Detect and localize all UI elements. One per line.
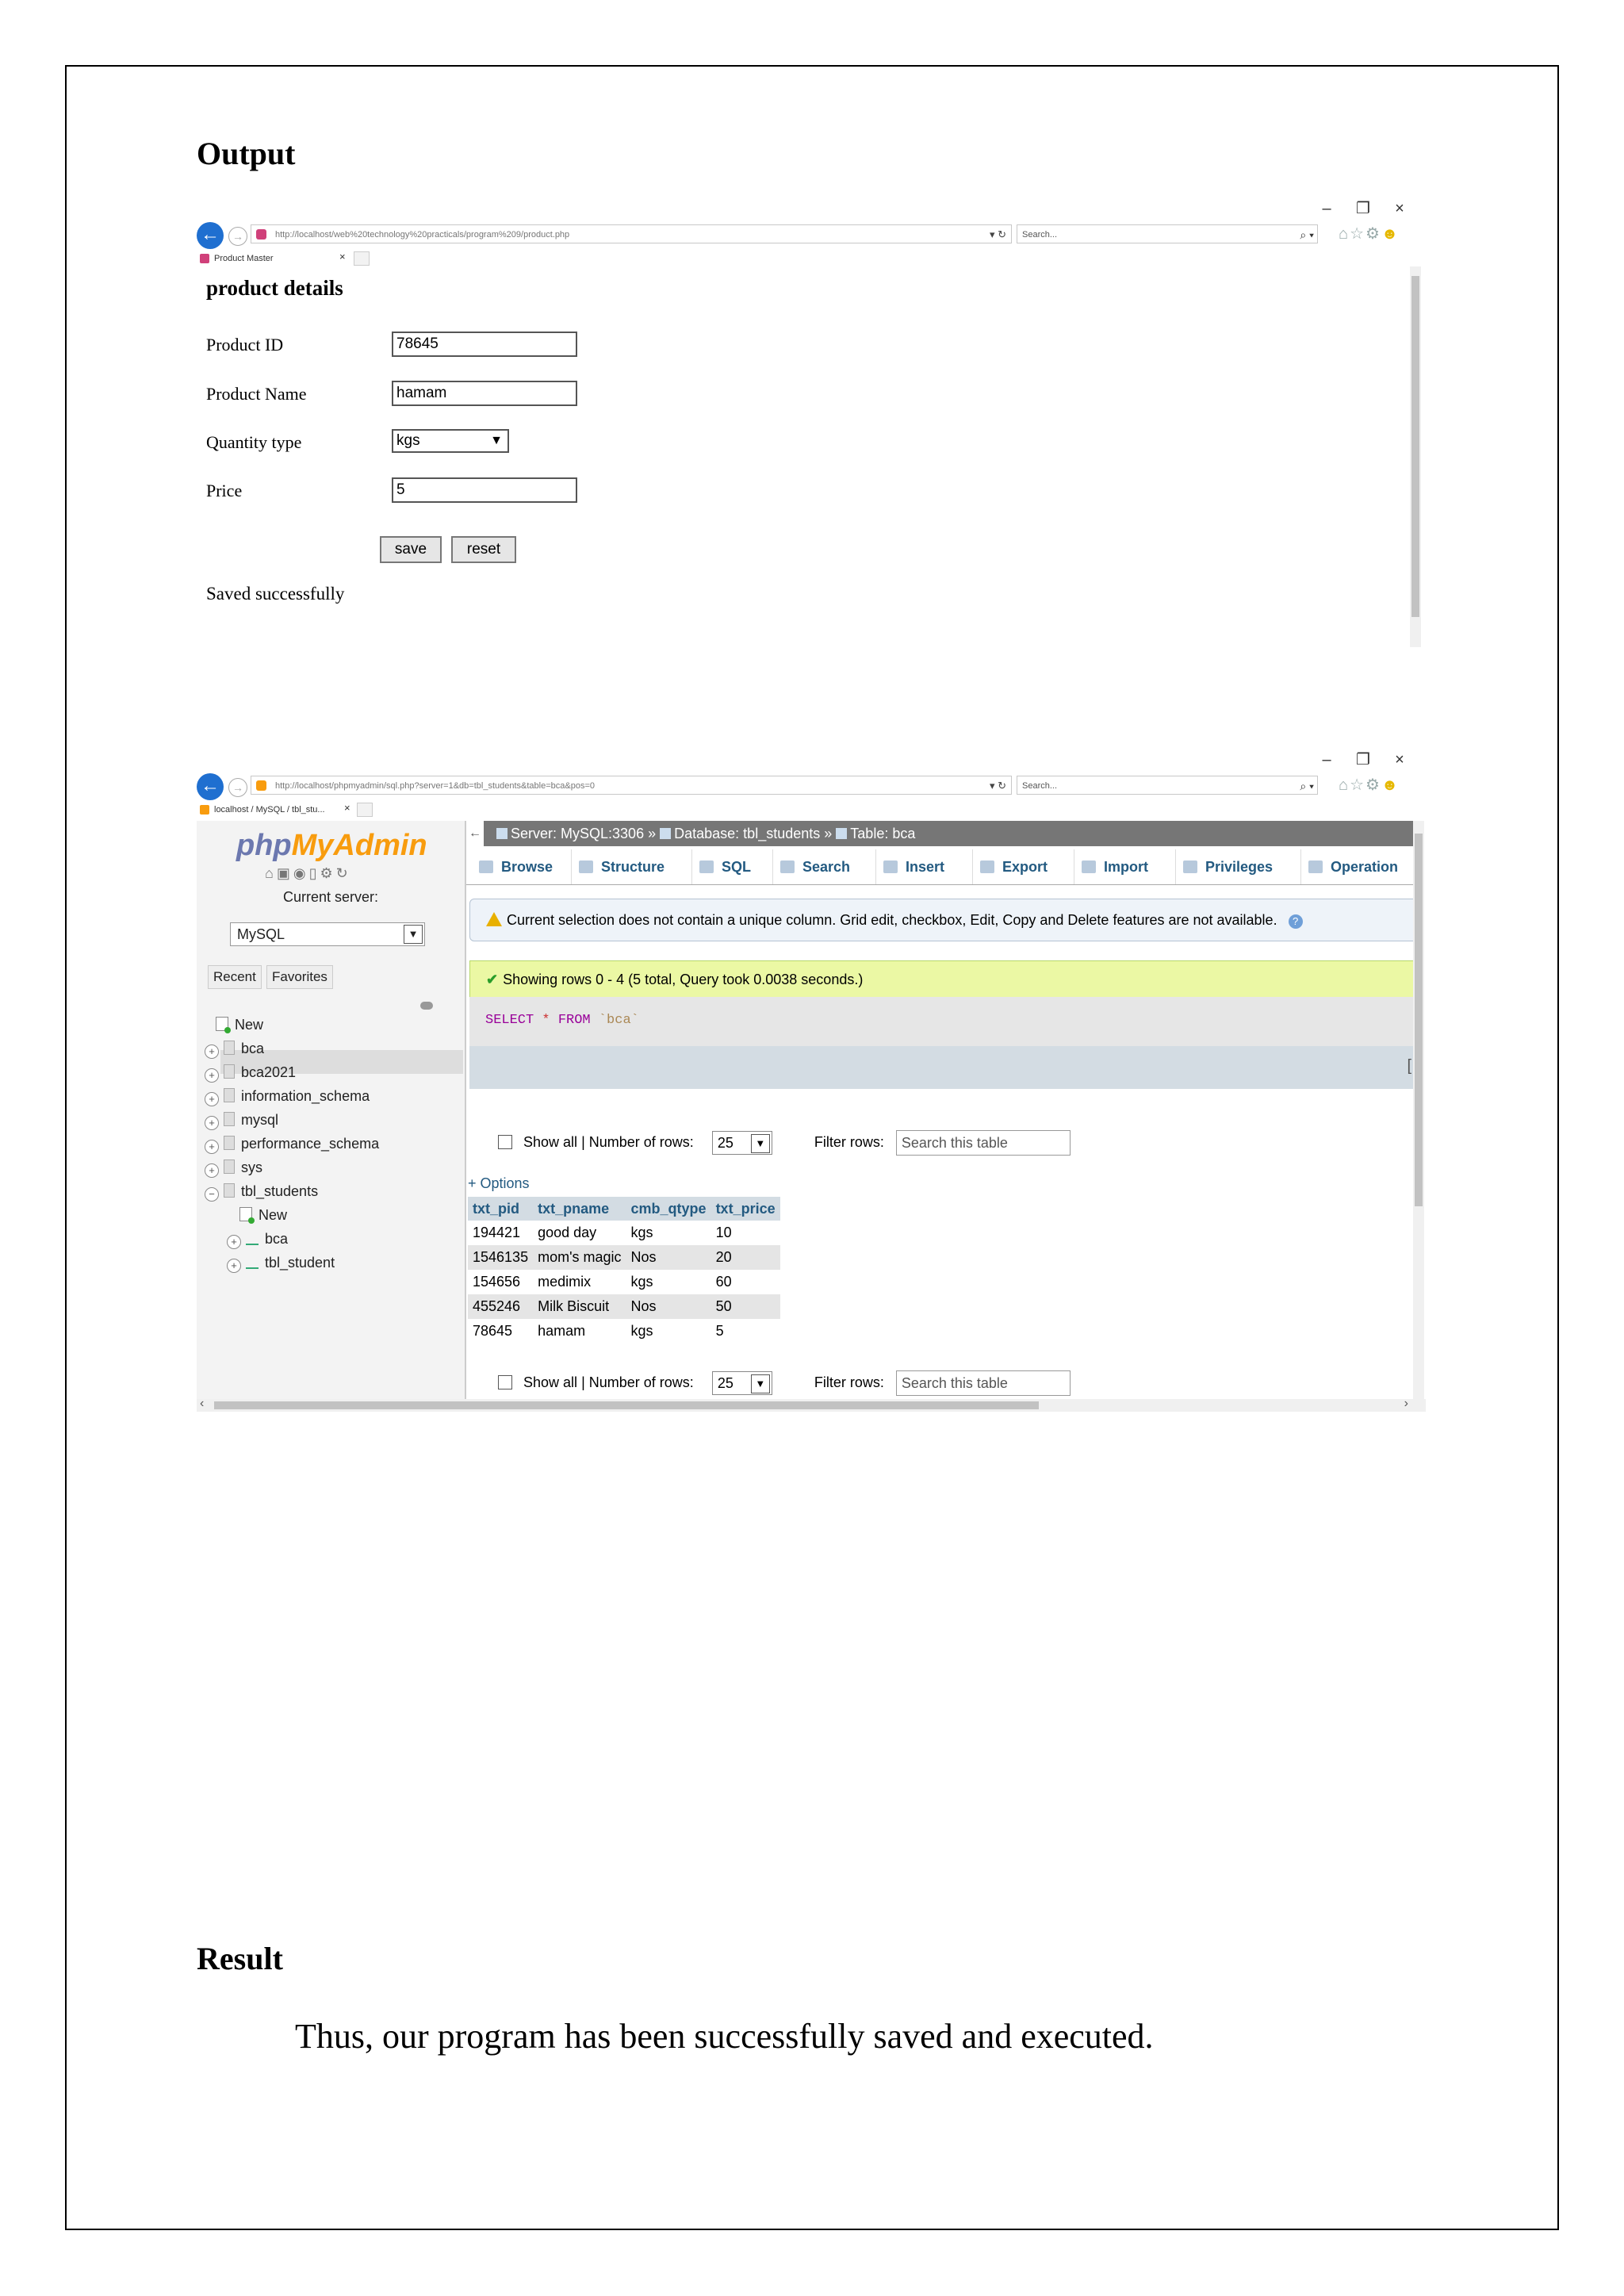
table-cell: 455246 [468,1294,533,1319]
help-icon[interactable]: ◉ [293,865,309,881]
product-name-input[interactable]: hamam [392,381,577,406]
forward-arrow-icon[interactable]: → [228,778,247,797]
options-link[interactable]: + Options [468,1175,530,1191]
table-cell: hamam [533,1319,626,1343]
tab-favicon-icon [200,805,209,815]
show-all-label: Show all [523,1374,578,1390]
expand-icon: + [205,1163,219,1178]
tree-item-table-bca[interactable]: + bca [227,1231,288,1249]
tab-structure[interactable]: Structure [573,849,692,884]
expand-icon: + [205,1116,219,1130]
product-name-label: Product Name [206,384,307,404]
sql-links-bar [469,1046,1413,1089]
result-heading: Result [197,1941,283,1976]
nav-icon-row [265,865,351,882]
export-icon [980,861,994,873]
table-row [468,1221,780,1245]
table-cell: 10 [711,1221,780,1245]
server-icon [496,828,508,839]
column-header[interactable]: txt_pname [533,1197,626,1221]
back-arrow-icon[interactable]: ← [197,773,224,800]
wrench-icon [1308,861,1323,873]
success-message [469,960,1413,999]
output-heading: Output [197,136,296,171]
database-icon [224,1064,235,1079]
rows-select[interactable]: 25 ▼ [712,1131,772,1155]
database-icon [224,1159,235,1174]
show-all-checkbox[interactable] [498,1375,512,1389]
chevron-down-icon: ▼ [751,1134,770,1153]
breadcrumb-table[interactable]: Table: bca [850,826,916,841]
pma-tab-bar [466,849,1413,885]
expand-icon: + [205,1068,219,1083]
url-text: http://localhost/web%20technology%20practicals/program%209/product.php [275,230,570,240]
structure-icon [579,861,593,873]
new-tab-button[interactable] [357,803,373,817]
insert-icon [883,861,898,873]
url-text: http://localhost/phpmyadmin/sql.php?server=1&db=tbl_students&table=bca&pos=0 [275,781,595,791]
price-input[interactable]: 5 [392,477,577,503]
new-tab-button[interactable] [354,251,370,266]
database-icon [224,1112,235,1126]
show-all-label: Show all [523,1133,578,1150]
search-placeholder: Search... [1022,230,1058,240]
tree-item-information-schema[interactable]: + information_schema [205,1088,370,1106]
column-header[interactable]: cmb_qtype [626,1197,711,1221]
table-cell: 194421 [468,1221,533,1245]
favorites-tab[interactable]: Favorites [266,965,333,989]
forward-arrow-icon[interactable]: → [228,227,247,246]
check-icon: ✔ [486,972,499,987]
tab-close-icon[interactable]: × [344,802,350,814]
table-row [468,1319,780,1343]
home-icon[interactable]: ⌂ [265,865,277,881]
product-page [197,268,1426,658]
column-header[interactable]: txt_price [711,1197,780,1221]
scrollbar-thumb[interactable] [214,1401,1039,1409]
address-row [197,773,1426,799]
table-cell: 20 [711,1245,780,1270]
table-row [468,1245,780,1270]
recent-tab[interactable]: Recent [208,965,262,989]
reload-icon[interactable]: ↻ [335,865,351,881]
favorites-star-icon[interactable]: ☆ [1350,776,1366,794]
scroll-right-icon[interactable]: › [1404,1397,1408,1410]
pma-navigation-panel [197,821,466,1399]
product-id-input[interactable]: 78645 [392,332,577,357]
results-table [468,1197,780,1343]
settings-gear-icon[interactable]: ⚙ [1365,225,1381,243]
save-button[interactable]: save [380,536,442,563]
home-icon[interactable]: ⌂ [1339,225,1350,243]
table-icon [246,1256,259,1269]
search-input[interactable] [1017,224,1318,243]
tree-item-sys[interactable]: + sys [205,1159,262,1178]
pma-content-panel [466,821,1413,1399]
docs-icon[interactable]: ▯ [308,865,320,881]
browse-icon [479,861,493,873]
search-icon [780,861,795,873]
import-icon [1082,861,1096,873]
tree-item-new-table[interactable]: New [239,1207,287,1224]
sql-query-box [469,997,1413,1046]
expand-icon: + [227,1259,241,1273]
breadcrumb-server[interactable]: Server: MySQL:3306 [511,826,645,841]
minimize-button[interactable]: – [1322,751,1331,769]
chevron-down-icon: ▼ [404,925,423,944]
table-icon [246,1232,259,1245]
toolbar-icons [1339,775,1400,795]
reset-button[interactable]: reset [451,536,516,563]
notice-text: Current selection does not contain a unique column. Grid edit, checkbox, Edit, Copy and Delete features are not available. [507,912,1277,928]
tab-search[interactable]: Search [774,849,876,884]
scrollbar-thumb[interactable] [1411,276,1419,617]
saved-message: Saved successfully [206,584,345,604]
server-select-value: MySQL [237,926,285,942]
close-button[interactable]: × [1395,751,1404,769]
filter-label: Filter rows: [814,1133,884,1150]
database-icon [224,1088,235,1102]
tab-import[interactable]: Import [1075,849,1176,884]
warning-icon [486,912,502,926]
minimize-button[interactable]: – [1322,200,1331,217]
settings-gear-icon[interactable]: ⚙ [320,865,336,881]
new-table-icon [239,1207,252,1221]
horizontal-scrollbar[interactable] [197,1399,1426,1412]
address-bar[interactable] [251,224,1012,243]
table-cell: 60 [711,1270,780,1294]
settings-gear-icon[interactable]: ⚙ [1365,776,1381,794]
tab-title: Product Master [214,254,274,263]
expand-icon: + [205,1092,219,1106]
expand-icon: + [205,1045,219,1059]
collapse-nav-icon[interactable]: ← [466,821,484,846]
rows-label: Number of rows: [588,1374,694,1390]
quantity-type-select[interactable] [392,429,509,453]
search-placeholder: Search... [1022,781,1058,791]
table-cell: 1546135 [468,1245,533,1270]
address-bar[interactable] [251,776,1012,795]
tab-operation[interactable]: Operation [1302,849,1413,884]
product-details-title: product details [206,276,343,300]
tab-phpmyadmin[interactable] [197,802,325,818]
search-icon[interactable]: ⌕ ▾ [1300,228,1314,241]
table-cell: Milk Biscuit [533,1294,626,1319]
table-cell: Nos [626,1294,711,1319]
product-id-label: Product ID [206,335,284,355]
close-button[interactable]: × [1395,200,1404,217]
breadcrumb-database[interactable]: Database: tbl_students [674,826,821,841]
chevron-down-icon: ▼ [751,1374,770,1393]
tree-item-table-tbl-student[interactable]: + tbl_student [227,1255,335,1273]
table-row [468,1270,780,1294]
table-cell: kgs [626,1270,711,1294]
phpmyadmin-logo[interactable]: phpMyAdmin [236,829,427,862]
window-controls [1308,749,1418,769]
search-icon[interactable]: ⌕ ▾ [1300,780,1314,792]
page-favicon-icon [256,780,266,791]
show-all-checkbox[interactable] [498,1135,512,1149]
table-cell: kgs [626,1221,711,1245]
table-cell: kgs [626,1319,711,1343]
sql-table-name: `bca` [598,1013,639,1028]
maximize-button[interactable]: ❐ [1356,200,1370,217]
table-cell: 5 [711,1319,780,1343]
tree-item-bca[interactable]: + bca [205,1041,264,1059]
table-cell: 50 [711,1294,780,1319]
table-cell: 154656 [468,1270,533,1294]
tab-export[interactable]: Export [974,849,1074,884]
result-text: Thus, our program has been successfully saved and executed. [295,2017,1154,2056]
filter-label: Filter rows: [814,1374,884,1390]
home-icon[interactable]: ⌂ [1339,776,1350,794]
tab-close-icon[interactable]: × [339,251,346,263]
bracket-icon: [ [1407,1057,1411,1075]
tab-title: localhost / MySQL / tbl_stu... [214,805,325,815]
table-cell: good day [533,1221,626,1245]
scroll-left-icon[interactable]: ‹ [200,1397,205,1410]
sql-select-keyword: SELECT [485,1013,534,1028]
tree-item-performance-schema[interactable]: + performance_schema [205,1136,379,1154]
tree-item-tbl-students[interactable]: − tbl_students [205,1183,318,1202]
database-icon [660,828,671,839]
new-db-icon [216,1017,228,1031]
privileges-icon [1183,861,1197,873]
refresh-icon[interactable]: ▾ ↻ [989,228,1006,240]
table-cell: Nos [626,1245,711,1270]
server-select[interactable] [230,922,425,946]
tab-privileges[interactable]: Privileges [1177,849,1301,884]
database-icon [224,1183,235,1198]
database-icon [224,1136,235,1150]
sql-star: * [542,1013,550,1028]
sql-from-keyword: FROM [557,1013,591,1028]
tree-item-new[interactable]: New [216,1017,263,1033]
page-favicon-icon [256,229,266,240]
column-header[interactable]: txt_pid [468,1197,533,1221]
tab-insert[interactable]: Insert [877,849,973,884]
tree-item-mysql[interactable]: + mysql [205,1112,278,1130]
help-icon[interactable]: ? [1289,914,1303,929]
table-cell: mom's magic [533,1245,626,1270]
link-icon[interactable] [420,1002,433,1010]
search-input[interactable] [1017,776,1318,795]
logout-icon[interactable]: ▣ [276,865,293,881]
quantity-type-value: kgs [396,432,420,449]
tree-item-bca2021[interactable]: + bca2021 [205,1064,296,1083]
tab-sql[interactable]: SQL [693,849,773,884]
sql-icon [699,861,714,873]
table-header-row [468,1197,780,1221]
back-arrow-icon[interactable]: ← [197,222,224,249]
filter-input[interactable]: Search this table [896,1130,1071,1156]
bottom-navigation-controls: Show all | Number of rows: 25 ▼ Filter rows: Search this table [498,1370,1071,1396]
address-row [197,222,1426,247]
success-text: Showing rows 0 - 4 (5 total, Query took 0.0038 seconds.) [503,972,864,987]
rows-label: Number of rows: [588,1133,694,1150]
phpmyadmin-browser-window [197,749,1426,1412]
table-row [468,1294,780,1319]
vertical-scrollbar[interactable] [1413,821,1424,1400]
favorites-star-icon[interactable]: ☆ [1350,225,1366,243]
collapse-icon: − [205,1187,219,1202]
table-cell: 78645 [468,1319,533,1343]
top-navigation-controls: Show all | Number of rows: 25 ▼ Filter rows: Search this table [498,1130,1071,1156]
table-cell: medimix [533,1270,626,1294]
refresh-icon[interactable]: ▾ ↻ [989,780,1006,792]
notice-message [469,899,1413,941]
database-icon [224,1041,235,1055]
chevron-down-icon: ▼ [490,434,503,447]
breadcrumb: ← Server: MySQL:3306 » Database: tbl_students » Table: bca [466,821,1413,846]
rows-select[interactable]: 25 ▼ [712,1371,772,1395]
feedback-smiley-icon[interactable]: ☻ [1381,225,1400,243]
expand-icon: + [227,1235,241,1249]
expand-icon: + [205,1140,219,1154]
feedback-smiley-icon[interactable]: ☻ [1381,776,1400,794]
tab-product-master[interactable] [197,251,274,266]
tab-browse[interactable]: Browse [473,849,572,884]
toolbar-icons [1339,224,1400,243]
vertical-scrollbar[interactable] [1410,266,1421,647]
current-server-label: Current server: [282,889,379,905]
price-label: Price [206,481,243,500]
filter-input[interactable]: Search this table [896,1370,1071,1396]
quantity-type-label: Quantity type [206,432,302,452]
scrollbar-thumb[interactable] [1415,834,1423,1206]
tab-favicon-icon [200,254,209,263]
maximize-button[interactable]: ❐ [1356,751,1370,769]
product-browser-window [197,198,1426,658]
table-icon [836,828,847,839]
window-controls [1308,198,1418,218]
